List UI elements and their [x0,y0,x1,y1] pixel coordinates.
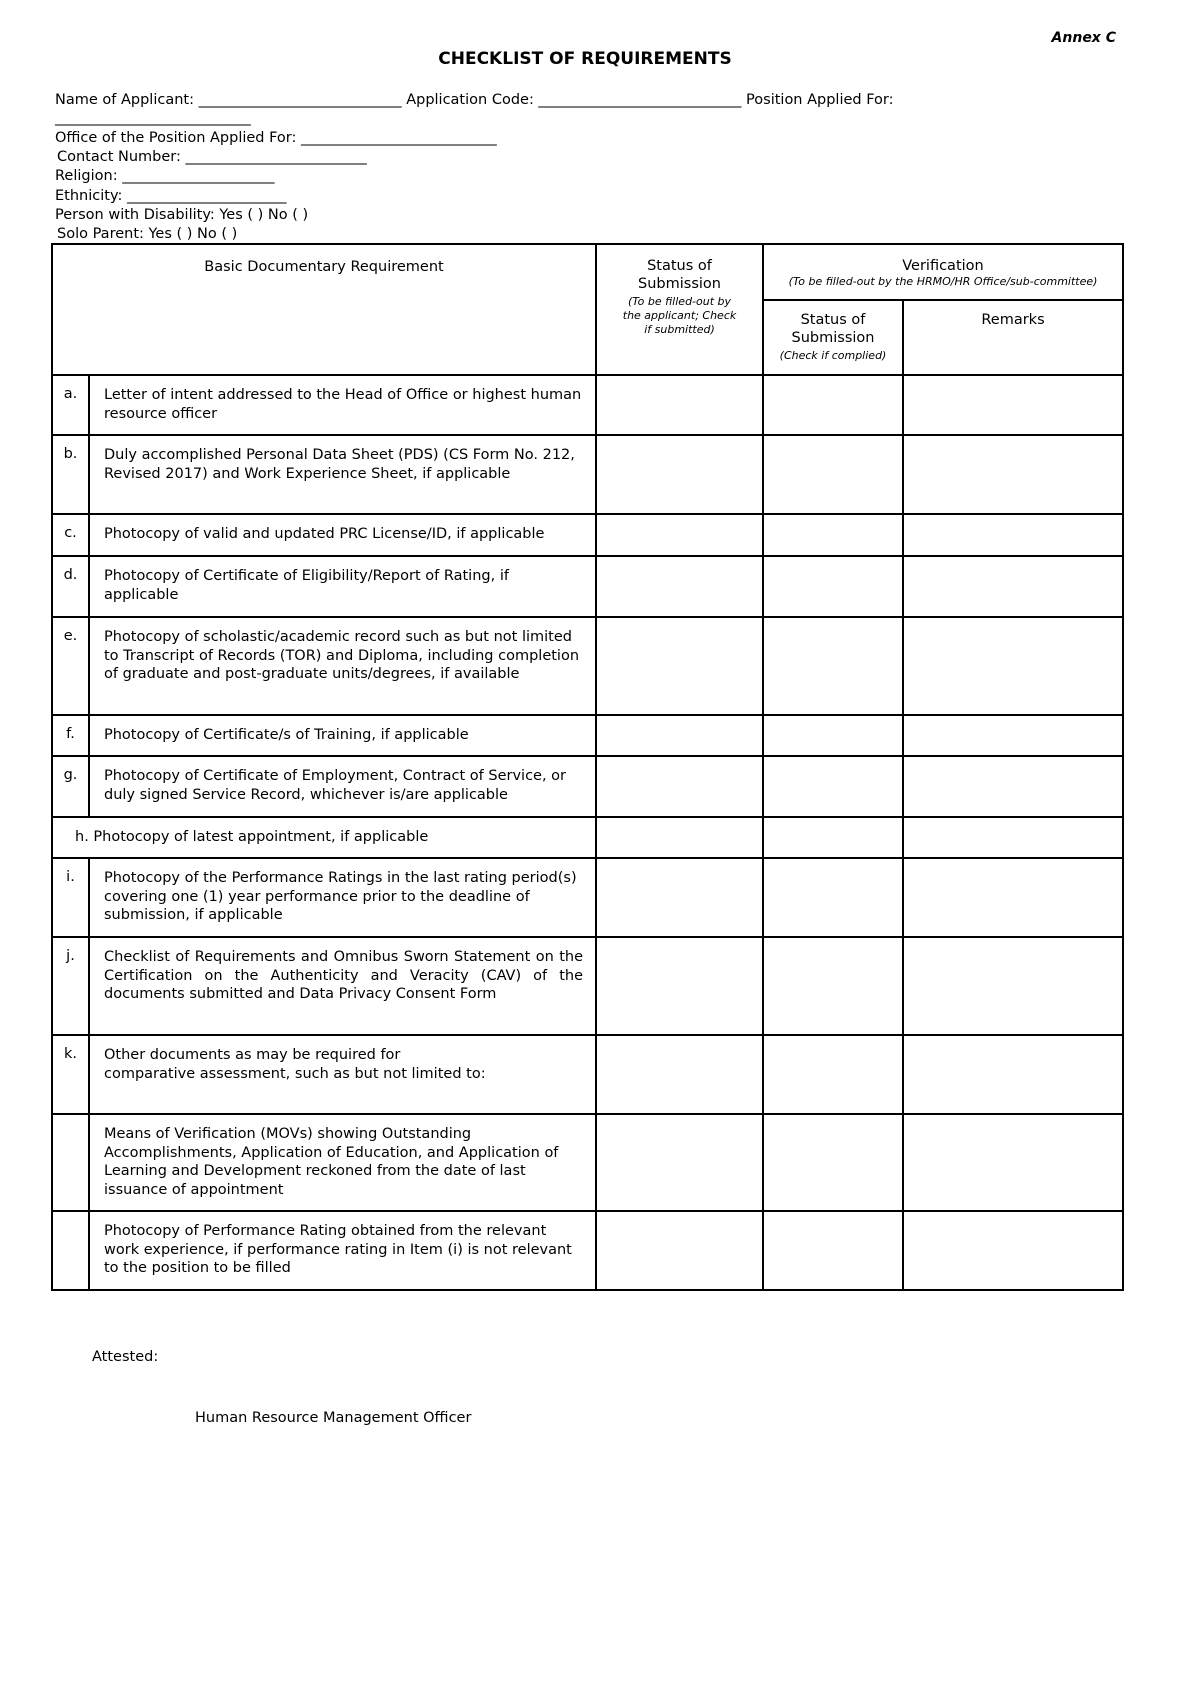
applicant-status-cell[interactable] [596,375,763,435]
remarks-header-label: Remarks [981,312,1045,328]
remarks-cell[interactable] [903,1114,1123,1211]
verification-status-cell[interactable] [763,375,903,435]
verification-status-cell[interactable] [763,435,903,514]
verification-status-cell[interactable] [763,715,903,756]
row-letter: h. [75,829,89,845]
row-requirement: Letter of intent addressed to the Head of Office or highest human resource officer [89,375,596,435]
row-requirement: Photocopy of Performance Rating obtained from the relevant work experience, if performance rating in Item (i) is not relevant to the position to be filled [89,1211,596,1290]
row-letter: k. [52,1035,89,1114]
table-row [52,715,1123,756]
status-header-note: (To be filled-out by the applicant; Check if submitted) [622,295,737,336]
applicant-status-cell[interactable] [596,617,763,715]
row-requirement: Duly accomplished Personal Data Sheet (PDS) (CS Form No. 212, Revised 2017) and Work Experience Sheet, if applicable [89,435,596,514]
table-row [52,937,1123,1035]
row-requirement: Photocopy of Certificate of Eligibility/Report of Rating, if applicable [89,556,596,617]
verification-status-cell[interactable] [763,617,903,715]
applicant-status-cell[interactable] [596,514,763,556]
verification-status-note: (Check if complied) [779,349,887,362]
verification-column-header [763,244,1123,300]
table-row [52,858,1123,937]
contact-number-field: Contact Number: _________________________ [57,149,367,165]
remarks-cell[interactable] [903,715,1123,756]
verification-status-header [763,300,903,375]
verification-status-cell[interactable] [763,514,903,556]
verification-status-cell[interactable] [763,817,903,858]
row-letter: f. [52,715,89,756]
attested-label: Attested: [92,1349,159,1365]
applicant-info-line: Name of Applicant: ____________________________ Application Code: ____________________________ Position Applied For: [55,92,894,108]
verification-header-note: (To be filled-out by the HRMO/HR Office/sub-committee) [788,275,1098,288]
verification-status-cell[interactable] [763,1035,903,1114]
remarks-cell[interactable] [903,556,1123,617]
row-letter: e. [52,617,89,715]
requirement-column-header [52,244,596,375]
annex-label: Annex C [1051,30,1116,46]
row-requirement: Photocopy of valid and updated PRC License/ID, if applicable [89,514,596,556]
remarks-cell[interactable] [903,375,1123,435]
applicant-status-cell[interactable] [596,1211,763,1290]
ethnicity-field: Ethnicity: ______________________ [55,188,287,204]
table-row [52,617,1123,715]
remarks-cell[interactable] [903,817,1123,858]
pwd-field: Person with Disability: Yes ( ) No ( ) [55,207,309,223]
applicant-status-cell[interactable] [596,1114,763,1211]
remarks-cell[interactable] [903,937,1123,1035]
table-row [52,1035,1123,1114]
applicant-status-cell[interactable] [596,817,763,858]
verification-status-label: Status of Submission [791,312,875,346]
row-requirement: Photocopy of latest appointment, if applicable [93,829,429,845]
applicant-status-cell[interactable] [596,1035,763,1114]
office-field: Office of the Position Applied For: ___________________________ [55,130,497,146]
requirement-header-label: Basic Documentary Requirement [204,259,444,275]
row-requirement: Photocopy of the Performance Ratings in the last rating period(s) covering one (1) year performance prior to the deadline of submission, if applicable [89,858,596,937]
row-requirement: Photocopy of Certificate of Employment, Contract of Service, or duly signed Service Record, whichever is/are applicable [89,756,596,817]
row-requirement-h [52,817,596,858]
remarks-cell[interactable] [903,756,1123,817]
requirements-table [51,243,1124,1291]
table-row [52,514,1123,556]
table-row [52,756,1123,817]
table-row [52,375,1123,435]
status-header-label: Status of Submission [638,258,721,292]
remarks-cell[interactable] [903,514,1123,556]
row-requirement: Photocopy of Certificate/s of Training, if applicable [89,715,596,756]
applicant-status-cell[interactable] [596,937,763,1035]
verification-status-cell[interactable] [763,756,903,817]
page-title: CHECKLIST OF REQUIREMENTS [438,49,732,69]
row-letter: j. [52,937,89,1035]
remarks-cell[interactable] [903,1211,1123,1290]
table-row [52,556,1123,617]
position-applied-blank: ___________________________ [55,110,251,126]
religion-field: Religion: _____________________ [55,168,275,184]
table-row [52,1211,1123,1290]
row-requirement: Photocopy of scholastic/academic record such as but not limited to Transcript of Records (TOR) and Diploma, including completion of graduate and post-graduate units/degrees, if available [89,617,596,715]
applicant-status-cell[interactable] [596,435,763,514]
verification-status-cell[interactable] [763,858,903,937]
verification-status-cell[interactable] [763,556,903,617]
verification-status-cell[interactable] [763,1211,903,1290]
verification-status-cell[interactable] [763,1114,903,1211]
remarks-cell[interactable] [903,1035,1123,1114]
table-row [52,435,1123,514]
row-requirement: Checklist of Requirements and Omnibus Sworn Statement on the Certification on the Authenticity and Veracity (CAV) of the documents submitted and Data Privacy Consent Form [89,937,596,1035]
applicant-status-cell[interactable] [596,715,763,756]
solo-parent-field: Solo Parent: Yes ( ) No ( ) [57,226,238,242]
table-row [52,1114,1123,1211]
row-requirement: Other documents as may be required for comparative assessment, such as but not limited to: [89,1035,596,1114]
hr-officer-signatory: Human Resource Management Officer [195,1410,472,1426]
applicant-status-cell[interactable] [596,556,763,617]
row-letter: b. [52,435,89,514]
remarks-cell[interactable] [903,435,1123,514]
remarks-cell[interactable] [903,858,1123,937]
row-requirement: Means of Verification (MOVs) showing Outstanding Accomplishments, Application of Education, and Application of Learning and Development reckoned from the date of last issuance of appointment [89,1114,596,1211]
row-letter: d. [52,556,89,617]
remarks-cell[interactable] [903,617,1123,715]
status-column-header [596,244,763,375]
row-letter: i. [52,858,89,937]
applicant-status-cell[interactable] [596,858,763,937]
remarks-header [903,300,1123,375]
row-letter: c. [52,514,89,556]
row-letter: g. [52,756,89,817]
verification-header-label: Verification [902,258,984,274]
row-letter [52,1211,89,1290]
applicant-status-cell[interactable] [596,756,763,817]
verification-status-cell[interactable] [763,937,903,1035]
table-row [52,817,1123,858]
row-letter: a. [52,375,89,435]
row-letter [52,1114,89,1211]
